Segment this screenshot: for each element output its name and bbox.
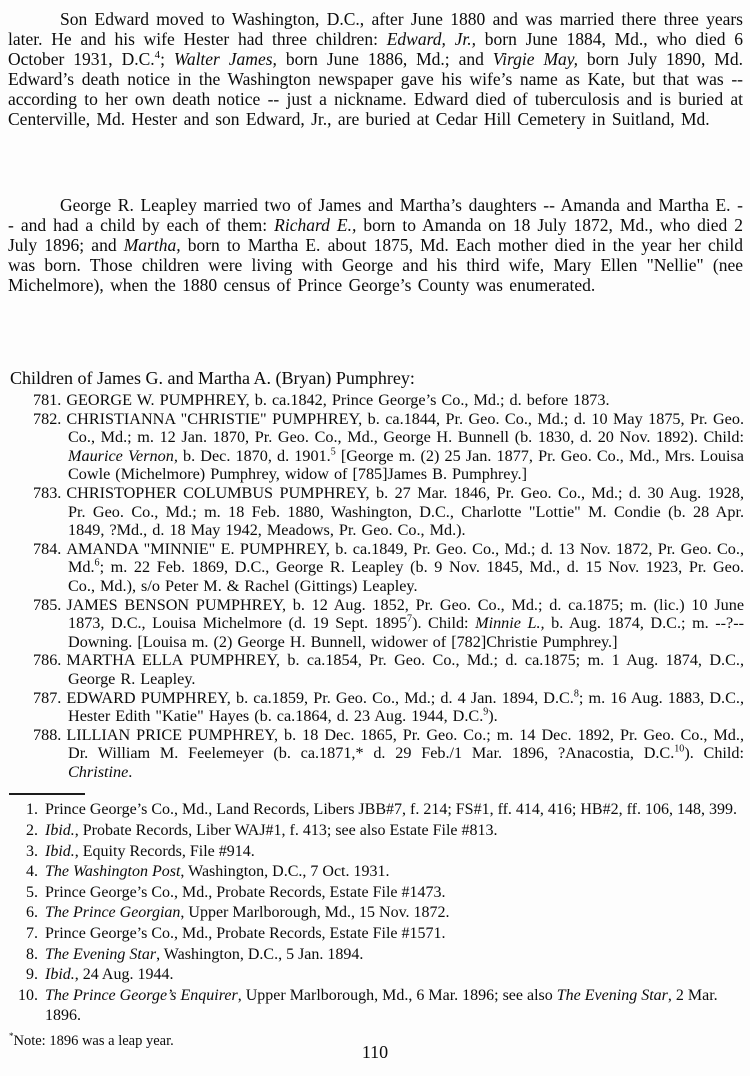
- edward-paragraph: Son Edward moved to Washington, D.C., after June 1880 and was married there three years later. He and his wife Hester had three children: Edward, Jr., born June 1884, Md., who died 6 October 1931, D.C.$^4$; Walter James, born June 1886, Md.; and Virgie May, born July 1890, Md. Edward’s death notice in the Washington newspaper gave his wife’s name as Kate, but that was -- according to her own death notice -- just a nickname. Edward died of tuberculosis and is buried at Centerville, Md. Hester and son Edward, Jr., are buried at Cedar Hill Cemetery in Suitland, Md.: [8, 9, 743, 129]
- entry-number: 781.: [33, 391, 62, 409]
- child-entry: [33, 596, 744, 652]
- entry-number: 785.: [33, 595, 62, 614]
- entry-number: 788.: [33, 725, 62, 744]
- entry-number: 787.: [33, 688, 62, 707]
- entry-text: EDWARD PUMPHREY, b. ca.1859, Pr. Geo. Co., Md.; d. 4 Jan. 1894, D.C.$^8$; m. 16 Aug. 1883, D.C., Hester Edith "Katie" Hayes (b. ca.1864, d. 23 Aug. 1944, D.C.$^9$).: [66, 688, 744, 726]
- footnote-number: 8.: [26, 945, 38, 963]
- footnote-item: [8, 883, 740, 904]
- leapley-paragraph: George R. Leapley married two of James and Martha’s daughters -- Amanda and Martha E. -- and had a child by each of them: Richard E., born to Amanda on 18 July 1872, Md., who died 2 July 1896; and Martha, born to Martha E. about 1875, Md. Each mother died in the year her child was born. Those children were living with George and his third wife, Mary Ellen "Nellie" (nee Michelmore), when the 1880 census of Prince George’s County was enumerated.: [8, 195, 744, 295]
- footnote-item: [8, 821, 740, 842]
- footnote-item: [8, 862, 740, 883]
- page-number: 110: [361, 1042, 389, 1062]
- entry-text: CHRISTOPHER COLUMBUS PUMPHREY, b. 27 Mar. 1846, Pr. Geo. Co., Md.; d. 30 Aug. 1928, Pr. Geo. Co., Md.; m. 18 Feb. 1880, Washington, D.C., Charlotte "Lottie" M. Condie (b. 28 Apr. 1849, ?Md., d. 18 May 1942, Meadows, Pr. Geo. Co., Md.).: [66, 483, 744, 540]
- footnote-text: The Evening Star, Washington, D.C., 5 Jan. 1894.: [45, 945, 364, 963]
- footnote-number: 10.: [18, 986, 38, 1004]
- children-section-heading: Children of James G. and Martha A. (Bryan) Pumphrey:: [10, 368, 415, 388]
- child-entry: [33, 484, 744, 540]
- footnote-number: 1.: [26, 801, 38, 819]
- footnote-item: [8, 903, 740, 924]
- child-entry: [33, 651, 744, 688]
- child-entry: [33, 410, 744, 484]
- child-entry: [33, 689, 744, 726]
- footnote-text: Prince George’s Co., Md., Probate Records, Estate File #1473.: [45, 883, 446, 901]
- footnote-text: Prince George’s Co., Md., Land Records, Libers JBB#7, f. 214; FS#1, ff. 414, 416; HB#2, ff. 106, 148, 399.: [45, 801, 737, 819]
- entry-number: 782.: [33, 409, 62, 428]
- children-list: [33, 391, 744, 781]
- child-entry: [33, 726, 744, 782]
- footnote-item: [8, 924, 740, 945]
- footnote-separator: [9, 793, 85, 795]
- entry-number: 784.: [33, 539, 62, 558]
- leap-year-note: *Note: 1896 was a leap year.: [9, 1031, 174, 1049]
- entry-text: AMANDA "MINNIE" E. PUMPHREY, b. ca.1849, Pr. Geo. Co., Md.; d. 13 Nov. 1872, Pr. Geo. Co., Md.$^6$; m. 22 Feb. 1869, D.C., George R. Leapley (b. 9 Nov. 1845, Md., d. 15 Nov. 1923, Pr. Geo. Co., Md.), s/o Peter M. & Rachel (Gittings) Leapley.: [66, 539, 744, 595]
- footnote-text: Ibid., Equity Records, File #914.: [45, 842, 255, 860]
- footnote-text: Prince George’s Co., Md., Probate Records, Estate File #1571.: [45, 925, 446, 943]
- footnote-item: [8, 965, 740, 986]
- footnote-text: The Prince George’s Enquirer, Upper Marlborough, Md., 6 Mar. 1896; see also The Evening Star, 2 Mar. 1896.: [45, 986, 718, 1025]
- entry-text: MARTHA ELLA PUMPHREY, b. ca.1854, Pr. Geo. Co., Md.; d. ca.1875; m. 1 Aug. 1874, D.C., George R. Leapley.: [66, 651, 744, 688]
- entry-text: GEORGE W. PUMPHREY, b. ca.1842, Prince George’s Co., Md.; d. before 1873.: [66, 391, 610, 409]
- footnote-text: The Washington Post, Washington, D.C., 7 Oct. 1931.: [45, 863, 390, 881]
- footnote-text: The Prince Georgian, Upper Marlborough, Md., 15 Nov. 1872.: [45, 904, 450, 922]
- footnote-item: [8, 800, 740, 821]
- entry-text: LILLIAN PRICE PUMPHREY, b. 18 Dec. 1865, Pr. Geo. Co.; m. 14 Dec. 1892, Pr. Geo. Co., Md., Dr. William M. Feelemeyer (b. ca.1871,* d. 29 Feb./1 Mar. 1896, ?Anacostia, D.C.$^{10}$). Child: Christine.: [66, 725, 744, 781]
- footnote-text: Ibid., Probate Records, Liber WAJ#1, f. 413; see also Estate File #813.: [45, 822, 498, 840]
- footnote-item: [8, 986, 740, 1027]
- footnote-item: [8, 945, 740, 966]
- footnote-list: [8, 800, 740, 1027]
- entry-text: CHRISTIANNA "CHRISTIE" PUMPHREY, b. ca.1844, Pr. Geo. Co., Md.; d. 10 May 1875, Pr. Geo. Co., Md.; m. 12 Jan. 1870, Pr. Geo. Co., Md., George H. Bunnell (b. 1830, d. 20 Nov. 1892). Child: Maurice Vernon, b. Dec. 1870, d. 1901.$^5$ [George m. (2) 25 Jan. 1877, Pr. Geo. Co., Md., Mrs. Louisa Cowle (Michelmore) Pumphrey, widow of [785]James B. Pumphrey.]: [66, 409, 744, 484]
- entry-text: JAMES BENSON PUMPHREY, b. 12 Aug. 1852, Pr. Geo. Co., Md.; d. ca.1875; m. (lic.) 10 June 1873, D.C., Louisa Michelmore (d. 19 Sept. 1895$^7$). Child: Minnie L., b. Aug. 1874, D.C.; m. --?-- Downing. [Louisa m. (2) George H. Bunnell, widower of [782]Christie Pumphrey.]: [66, 595, 745, 651]
- footnote-number: 7.: [26, 925, 38, 943]
- child-entry: [33, 391, 744, 410]
- footnote-number: 9.: [26, 966, 38, 984]
- child-entry: [33, 540, 744, 596]
- footnote-text: Ibid., 24 Aug. 1944.: [45, 966, 174, 984]
- entry-number: 783.: [33, 483, 62, 502]
- footnote-number: 2.: [26, 822, 38, 840]
- footnote-number: 4.: [26, 863, 38, 881]
- entry-number: 786.: [33, 651, 62, 670]
- footnote-item: [8, 842, 740, 863]
- footnote-number: 5.: [26, 883, 38, 901]
- footnote-number: 6.: [26, 904, 38, 922]
- footnote-number: 3.: [26, 842, 38, 860]
